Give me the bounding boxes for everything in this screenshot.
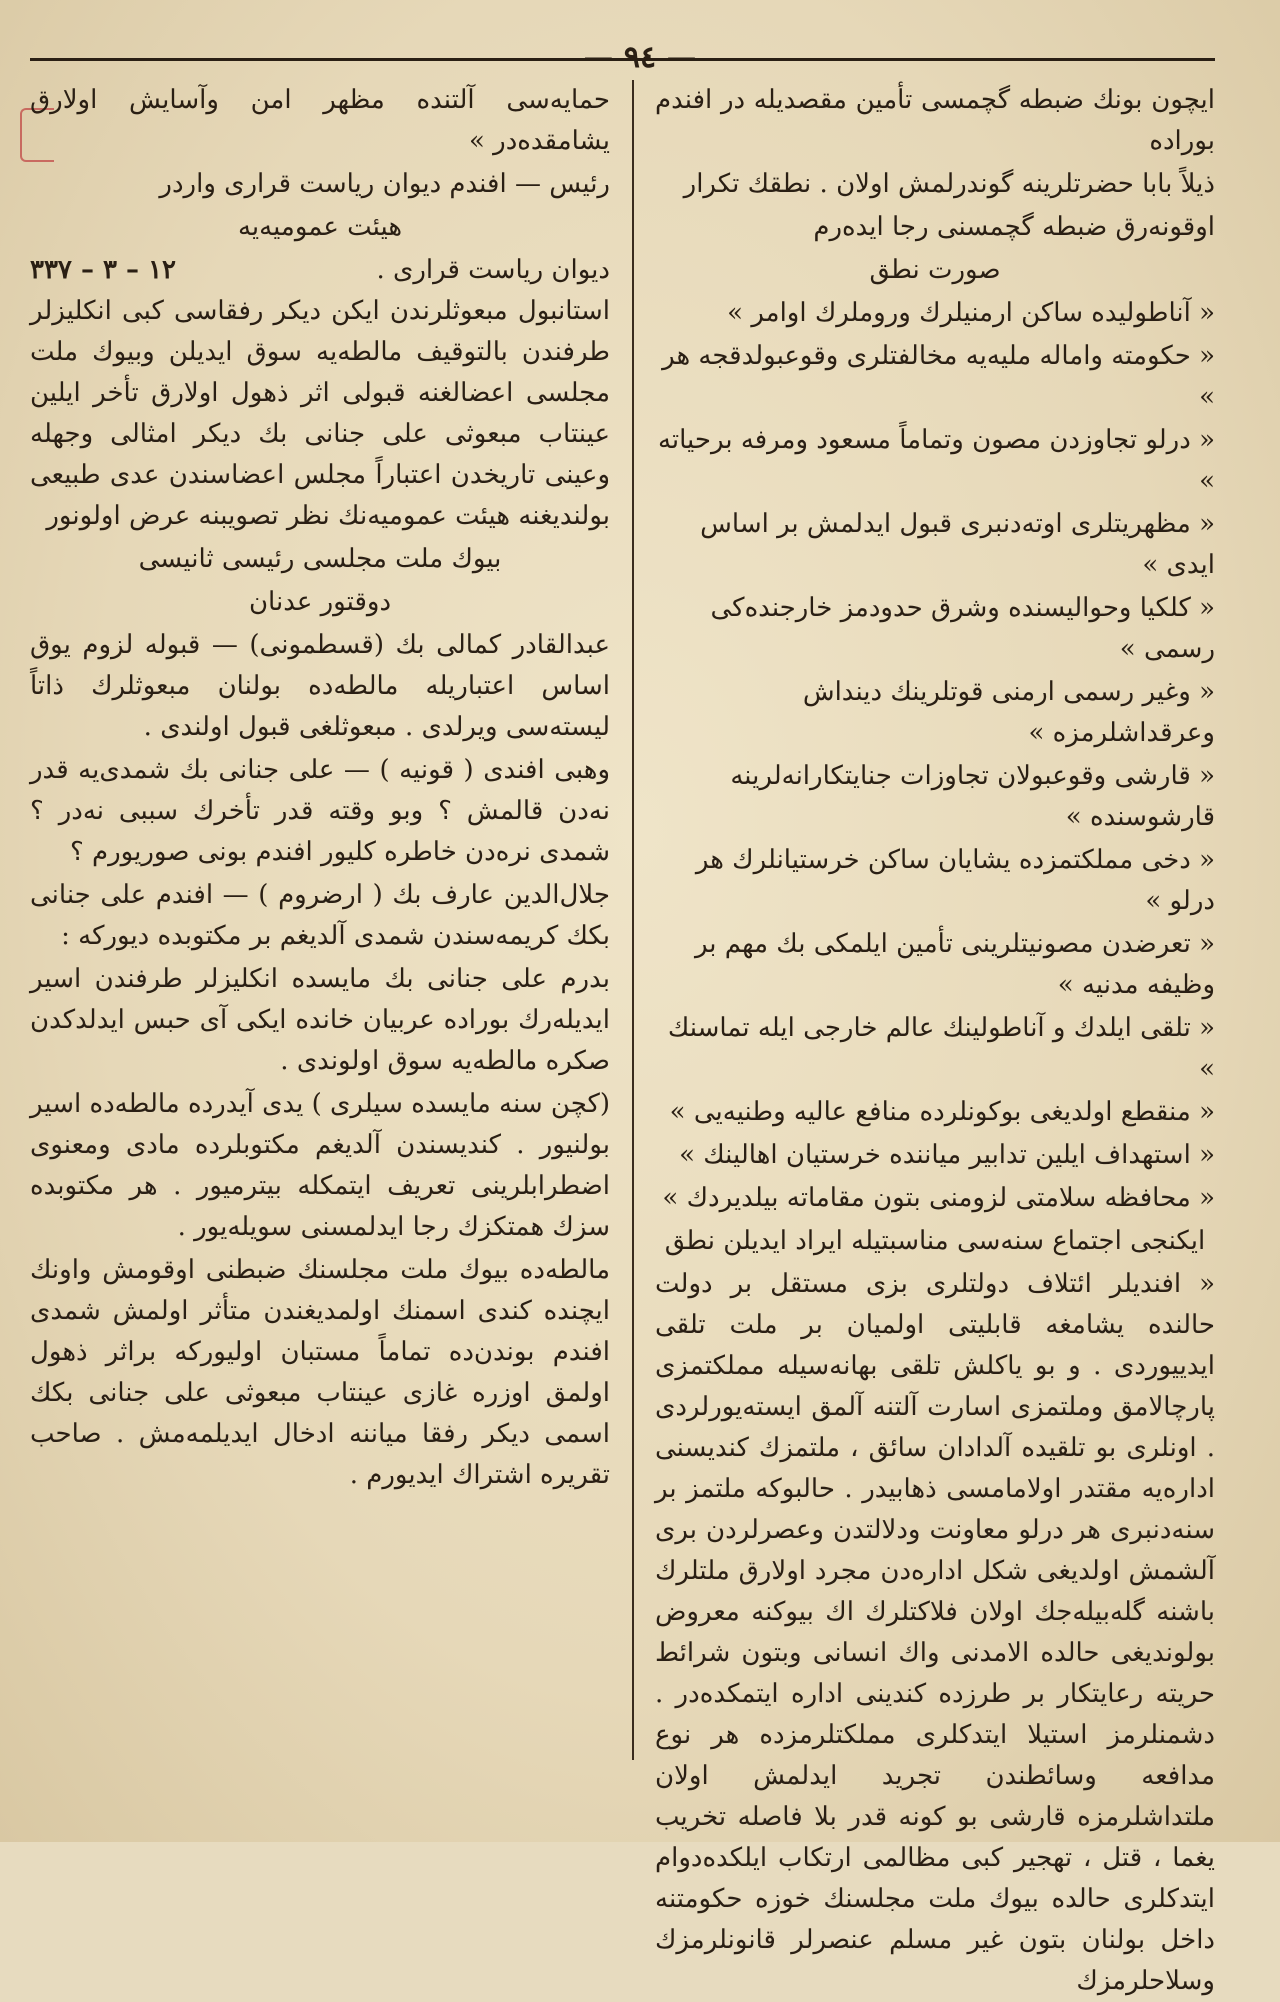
- decision-title: دیوان ریاست قراری .: [376, 255, 610, 285]
- speech-verse: « درلو تجاوزدن مصون وتماماً مسعود ومرفه برحیاته »: [657, 425, 1215, 496]
- intro-line: اوقونه‌رق ضبطه گچمسنی رجا ایده‌رم: [813, 212, 1215, 242]
- paragraph: جلال‌الدین عارف بك ( ارضروم ) — افندم علی جنانی بكك کریمه‌سندن شمدی آلدیغم بر مکتوبده دیورکه :: [30, 880, 610, 951]
- decision-header: [30, 250, 610, 291]
- paragraph: مالطه‌ده بیوك ملت مجلسنك ضبطنی اوقومش واونك ایچنده کندی اسمنك اولمدیغندن متأثر اولمش شمدی افندم بوندن‌ده تماماً مستبان اولیورکه براثر ذهول اولمق اوزره غازی عینتاب مبعوثی علی جنانی بكك اسمی دیکر رفقا میاننه ادخال ایدیلمه‌مش . صاحب تقریره اشتراك ایدیورم .: [30, 1255, 610, 1490]
- speech-verse: « آناطولیده ساکن ارمنیلرك وروملرك اوامر »: [727, 298, 1215, 328]
- paragraph: بدرم علی جنانی بك مایسده انکلیزلر طرفندن اسیر ایدیله‌رك بوراده عربیان خانده ایکی آی حبس ایدلدکدن صکره مالطه‌یه سوق اولوندی .: [30, 964, 610, 1076]
- decision-text: استانبول مبعوثلرندن ایکن دیکر رفقاسی کبی انکلیزلر طرفندن بالتوقیف مالطه‌یه سوق ایدیلن وبیوك ملت مجلسی اعضالغنه قبولی اثر ذهول اولارق تأخر ایلین عینتاب مبعوثی علی جنانی بك دیکر امثالی وجهله وعینی تاریخدن اعتباراً مجلس اعضاسندن عدی طبیعی بولندیغنه هیئت عمومیه‌نك نظر تصویبنه عرض اولونور: [30, 296, 610, 531]
- speech-verse: « استهداف ایلین تدابیر میاننده خرستیان اهالینك »: [679, 1140, 1215, 1170]
- intro-line: حمایه‌سی آلتنده مظهر امن وآسایش اولارق یشامقده‌در »: [30, 85, 610, 156]
- signature-title: بیوك ملت مجلسی رئیسی ثانیسی: [138, 544, 502, 574]
- column-divider: [632, 80, 634, 1760]
- speech-verse: « دخی مملکتمزده یشایان ساکن خرستیانلرك هر درلو »: [695, 845, 1215, 916]
- speech-title: صورت نطق: [869, 255, 1001, 285]
- left-column: [30, 80, 610, 1760]
- page-number: — ٩٤ —: [583, 40, 697, 75]
- speech-verse: « مظهریتلری اوته‌دنبری قبول ایدلمش بر اساس ایدی »: [700, 509, 1215, 580]
- intro-line: ذیلاً بابا حضرتلرینه گوندرلمش اولان . نطقك تکرار: [683, 169, 1215, 199]
- paragraph: (کچن سنه مایسده سیلری ) یدی آیدرده مالطه‌ده اسیر بولنیور . کندیسندن آلدیغم مکتوبلرده مادی ومعنوی اضطرابلرینی تعریف ایتمکله بیترمیور . هر مکتوبده سزك همتکزك رجا ایدلمسنی سویله‌یور .: [30, 1089, 610, 1242]
- speech-verse: « تلقی ایلدك و آناطولینك عالم خارجی ایله تماسنك »: [667, 1013, 1215, 1084]
- right-column: [655, 80, 1215, 1996]
- section-title: ایکنجی اجتماع سنه‌سی مناسبتیله ایراد ایدیلن نطق: [664, 1226, 1206, 1256]
- signature-name: دوقتور عدنان: [248, 587, 392, 617]
- speech-verse: « کلکیا وحوالیسنده وشرق حدودمز خارجنده‌کی رسمی »: [710, 593, 1215, 664]
- intro-line: ایچون بونك ضبطه گچمسی تأمین مقصدیله در افندم بوراده: [655, 85, 1215, 156]
- body-paragraph: « افندیلر ائتلاف دولتلری بزی مستقل بر دولت حالنده یشامغه قابلیتی اولمیان بر ملت تلقی ایدییوردی . و بو یاكلش تلقی بهانه‌سیله مملکتمزی پارچالامق وملتمزی اسارت آلتنه آلمق ایسته‌یورلردی . اونلری بو تلقیده آلدادان سائق ، ملتمزك کندیسنی اداره‌یه مقتدر اولامامسی ذهابیدر . حالبوكه ملتمز بر سنه‌دنبری هر درلو معاونت ودلالتدن وعصرلردن بری آلشمش اولدیغی شکل اداره‌دن مجرد اولارق ملتلرك باشنه گله‌بیله‌جك اولان فلاکتلرك اك بیوكنه معروض بولوندیغی حالده الامدنی واك انسانی وبتون شرائط حریته رعایتکار بر طرزده کندینی اداره ایتمکده‌در . دشمنلرمز استیلا ایتدکلری مملکتلرمزده هر نوع مدافعه وسائطندن تجرید ایدلمش اولان ملتداشلرمزه قارشی بو کونه قدر بلا فاصله تخریب یغما ، قتل ، تهجیر کبی مظالمی ارتکاب ایلکده‌دوام ایتدکلری حالده بیوك ملت مجلسنك خوزه حکومتنه داخل بولنان بتون غیر مسلم عنصرلر قانونلرمزك وسلاحلرمزك: [655, 1269, 1215, 1996]
- header-rule: [30, 58, 1215, 61]
- speech-verse: « قارشی وقوعبولان تجاوزات جنایتکارانه‌لرینه قارشوسنده »: [730, 761, 1215, 832]
- intro-line: هیئت عمومیه‌یه: [237, 212, 403, 242]
- speech-verse: « وغیر رسمی ارمنی قوتلرینك دینداش وعرقداشلرمزه »: [802, 677, 1215, 748]
- speech-verse: « تعرضدن مصونیتلرینی تأمین ایلمکی بك مهم بر وظیفه مدنیه »: [694, 929, 1215, 1000]
- paragraph: عبدالقادر کمالی بك (قسطمونی) — قبوله لزوم یوق اساس اعتباریله مالطه‌ده بولنان مبعوثلرك ذاتاً لیسته‌سی ویرلدی . مبعوثلغی قبول اولندی .: [30, 630, 610, 742]
- speech-verse: « حکومته واماله ملیه‌یه مخالفتلری وقوعبولدقجه هر »: [662, 341, 1215, 412]
- intro-line: رئیس — افندم دیوان ریاست قراری واردر: [159, 169, 610, 199]
- speech-verse: « محافظه سلامتی لزومنی بتون مقاماته بیلدیردك »: [662, 1183, 1215, 1213]
- decision-date: ١٢ – ٣ – ٣٣٧: [30, 255, 177, 285]
- paragraph: وهبی افندی ( قونیه ) — علی جنانی بك شمدی‌یه قدر نه‌دن قالمش ؟ وبو وقته قدر تأخرك سببی نه‌در ؟ شمدی نره‌دن خاطره کلیور افندم بونی صوریورم ؟: [30, 755, 610, 867]
- speech-verse: « منقطع اولدیغی بوكونلرده منافع عالیه وطنیه‌یی »: [669, 1097, 1215, 1127]
